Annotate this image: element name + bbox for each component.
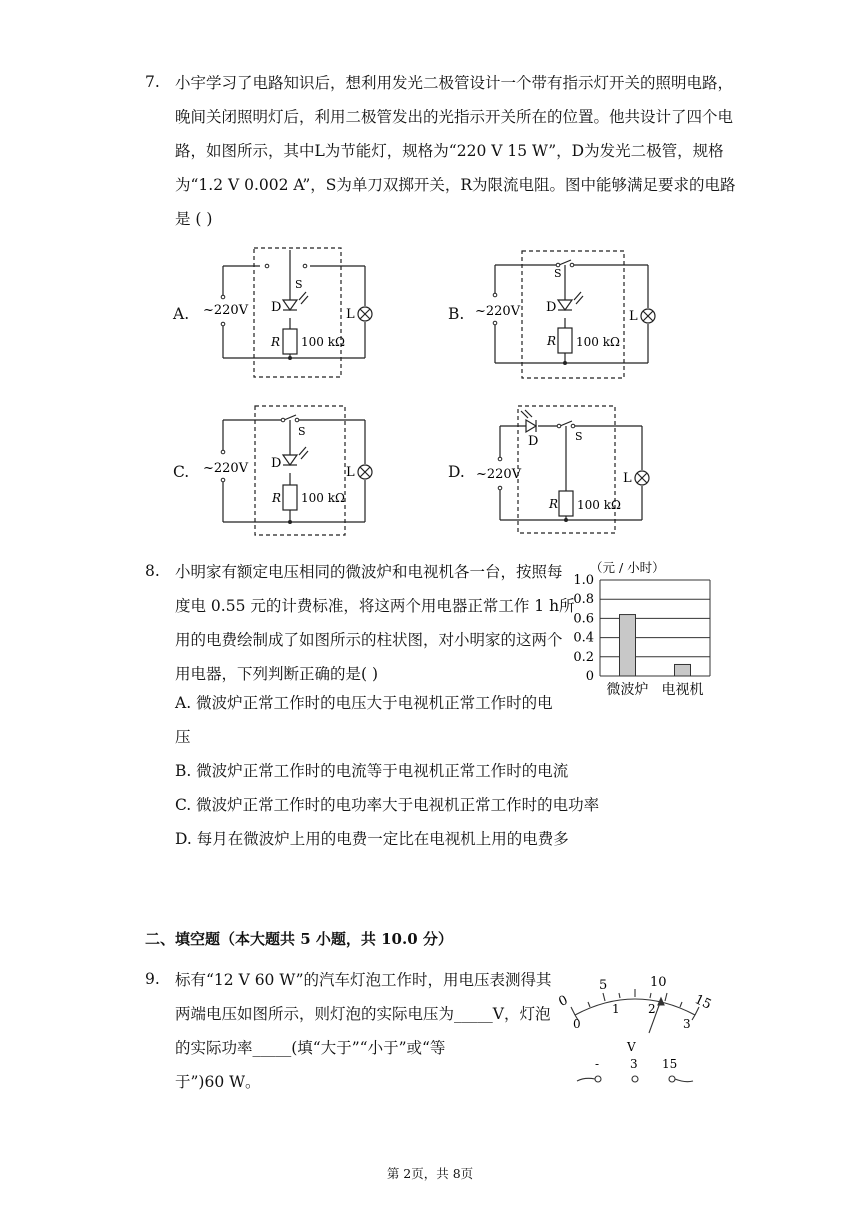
q7-option-a-label[interactable]: A.: [173, 305, 190, 323]
q9-line-4: 于”)60 W。: [175, 1073, 261, 1091]
circuit-d-source-label: ~220V: [476, 467, 522, 482]
circuit-b-diode-label: D: [546, 300, 557, 315]
chart-category-label: 微波炉: [606, 682, 649, 698]
circuit-c-diode-label: D: [271, 456, 282, 471]
circuit-b-resistor-value: 100 kΩ: [576, 335, 620, 349]
terminal-minus[interactable]: [595, 1076, 601, 1082]
q7-line-5: 是 ( ): [175, 210, 213, 228]
q8-line-2: 度电 0.55 元的计费标准，将这两个用电器正常工作 1 h所: [175, 597, 575, 615]
chart-ytick-label: 0.6: [573, 611, 594, 627]
q8-option-c-label: C.: [175, 796, 192, 814]
q7-number: 7.: [145, 73, 160, 91]
circuit-c-lamp-label: L: [346, 465, 355, 480]
circuit-d-lamp-label: L: [623, 471, 632, 486]
chart-bar-2: [675, 664, 691, 676]
circuit-d-diagram: [470, 402, 665, 537]
q8-option-a-text: 微波炉正常工作时的电压大于电视机正常工作时的电: [196, 694, 553, 712]
chart-ytick-label: 1.0: [573, 573, 594, 588]
chart-ytick-label: 0.2: [573, 649, 594, 665]
q7-option-b-label[interactable]: B.: [448, 305, 465, 323]
circuit-b-resistor-symbol: R: [547, 334, 557, 348]
q8-option-a-label: A.: [175, 694, 192, 712]
circuit-d-diode-label: D: [528, 434, 539, 449]
circuit-c-diagram: [195, 402, 385, 537]
circuit-b-lamp-label: L: [629, 309, 638, 324]
chart-unit-label: （元 / 小时）: [590, 560, 665, 575]
circuit-a-diode-label: D: [271, 300, 282, 315]
q8-line-3: 用的电费绘制成了如图所示的柱状图，对小明家的这两个: [175, 631, 563, 649]
circuit-d-resistor-value: 100 kΩ: [577, 498, 621, 512]
chart-bar-1: [620, 615, 636, 676]
q9-line-2: 两端电压如图所示，则灯泡的实际电压为_____V，灯泡: [175, 1005, 551, 1023]
circuit-a-resistor-symbol: R: [271, 335, 281, 349]
electricity-cost-bar-chart: [560, 556, 720, 701]
meter-upper-0: 0: [556, 992, 571, 1010]
q9-number: 9.: [145, 970, 160, 988]
q7-line-2: 晚间关闭照明灯后，利用二极管发出的光指示开关所在的位置。他共设计了四个电: [175, 108, 734, 126]
q7-line-3: 路，如图所示，其中L为节能灯，规格为“220 V 15 W”，D为发光二极管，规格: [175, 142, 724, 160]
q9-line-3: 的实际功率_____(填“大于”“小于”或“等: [175, 1039, 446, 1057]
q7-line-1: 小宇学习了电路知识后，想利用发光二极管设计一个带有指示灯开关的照明电路，: [175, 74, 734, 92]
chart-category-label: 电视机: [661, 682, 704, 698]
circuit-b-source-label: ~220V: [475, 304, 521, 319]
meter-v-symbol: V: [627, 1040, 636, 1054]
circuit-c-resistor-symbol: R: [272, 491, 282, 505]
q7-option-c-label[interactable]: C.: [173, 463, 190, 481]
section-2-title: 二、填空题（本大题共 5 小题，共 10.0 分）: [145, 930, 453, 948]
q8-option-b[interactable]: [175, 754, 568, 788]
meter-upper-10: 10: [650, 975, 667, 990]
chart-ytick-label: 0.4: [573, 630, 594, 646]
q8-option-a[interactable]: [175, 686, 553, 720]
meter-upper-15: 15: [692, 992, 714, 1013]
circuit-a-diagram: [195, 240, 385, 385]
circuit-a-switch-label: S: [295, 278, 303, 291]
q7-line-4: 为“1.2 V 0.002 A”，S为单刀双掷开关，R为限流电阻。图中能够满足要求的电路: [175, 176, 736, 194]
q8-option-b-text: 微波炉正常工作时的电流等于电视机正常工作时的电流: [196, 762, 569, 780]
circuit-c-source-label: ~220V: [203, 461, 249, 476]
terminal-minus-label: -: [595, 1057, 600, 1071]
circuit-b-diagram: [470, 245, 665, 385]
circuit-d-switch-label: S: [575, 430, 583, 443]
meter-lower-3: 3: [683, 1017, 691, 1031]
q8-option-d[interactable]: [175, 822, 569, 856]
circuit-a-resistor-value: 100 kΩ: [301, 335, 345, 349]
circuit-c-switch-label: S: [298, 425, 306, 438]
terminal-15[interactable]: [669, 1076, 675, 1082]
q8-option-c-text: 微波炉正常工作时的电功率大于电视机正常工作时的电功率: [196, 796, 600, 814]
circuit-b-switch-label: S: [554, 267, 562, 280]
terminal-15-label: 15: [662, 1057, 678, 1071]
circuit-a-lamp-label: L: [346, 307, 355, 322]
terminal-3-label: 3: [630, 1057, 638, 1071]
q8-number: 8.: [145, 562, 160, 580]
meter-lower-1: 1: [612, 1002, 620, 1016]
meter-lower-2: 2: [648, 1002, 656, 1016]
chart-ytick-label: 0.8: [573, 592, 594, 608]
circuit-d-resistor-symbol: R: [549, 497, 559, 511]
terminal-3[interactable]: [632, 1076, 638, 1082]
circuit-c-resistor-value: 100 kΩ: [301, 491, 345, 505]
meter-upper-5: 5: [599, 978, 608, 993]
q8-option-d-label: D.: [175, 830, 192, 848]
q8-line-4: 用电器，下列判断正确的是( ): [175, 665, 379, 683]
q8-option-a-cont: 压: [175, 728, 191, 746]
q8-option-b-label: B.: [175, 762, 192, 780]
page-footer: 第 2页，共 8页: [386, 1166, 474, 1181]
q8-line-1: 小明家有额定电压相同的微波炉和电视机各一台，按照每: [175, 563, 563, 581]
q8-option-c[interactable]: [175, 788, 599, 822]
chart-ytick-label: 0: [585, 669, 594, 684]
voltmeter-diagram: [555, 965, 715, 1090]
q8-option-d-text: 每月在微波炉上用的电费一定比在电视机上用的电费多: [196, 830, 569, 848]
q7-option-d-label[interactable]: D.: [448, 463, 465, 481]
circuit-a-source-label: ~220V: [203, 303, 249, 318]
q9-line-1: 标有“12 V 60 W”的汽车灯泡工作时，用电压表测得其: [175, 971, 552, 989]
meter-lower-0: 0: [573, 1017, 581, 1031]
